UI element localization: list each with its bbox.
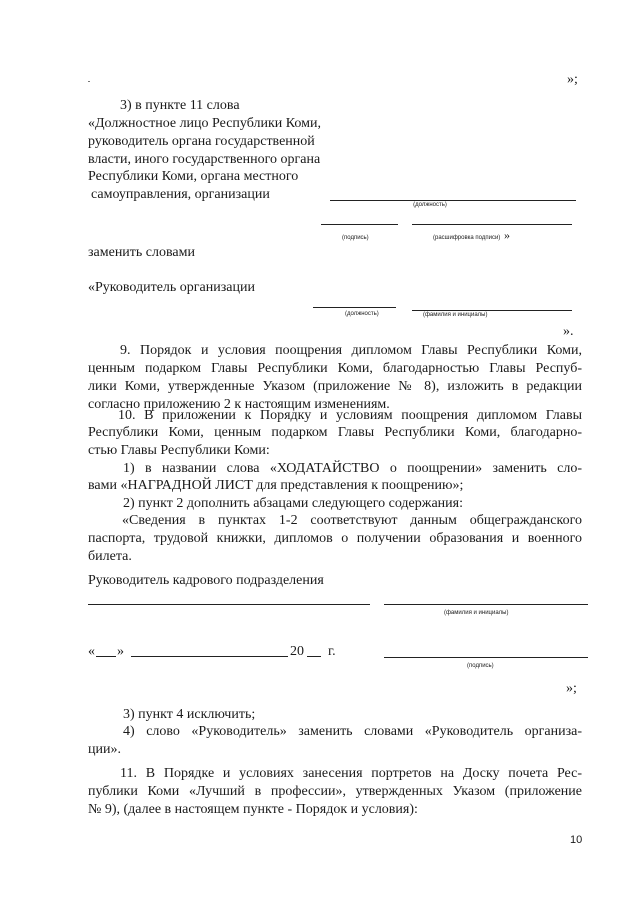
item11-line2: публики Коми «Лучший в профессии», утвержденных Указом (приложение xyxy=(88,784,582,799)
item10-line3: стью Главы Республики Коми: xyxy=(88,443,270,458)
sub1-line1: 1) в названии слова «ХОДАТАЙСТВО о поощрении» заменить сло- xyxy=(123,461,582,476)
date-day-blank xyxy=(96,656,116,657)
item9-line1: 9. Порядок и условия поощрения дипломом Главы Республики Коми, xyxy=(120,343,582,358)
position-line-2 xyxy=(313,307,396,308)
hr-head-title: Руководитель кадрового подразделения xyxy=(88,573,324,588)
quote-line2: паспорта, трудовой книжки, дипломов о получении образования и военного xyxy=(88,531,582,546)
date-year-blank xyxy=(307,656,321,657)
name-line xyxy=(412,310,572,311)
item3-line4: власти, иного государственного органа xyxy=(88,152,321,167)
sub4-line2: ции». xyxy=(88,742,121,757)
caption-hr-signature: (подпись) xyxy=(467,663,494,669)
caption-hr-name: (фамилия и инициалы) xyxy=(444,610,509,616)
item11-line3: № 9), (далее в настоящем пункте - Порядок и условия): xyxy=(88,802,418,817)
caption-position: (должность) xyxy=(413,202,447,208)
item10-quote-end: »; xyxy=(566,681,577,696)
sub2: 2) пункт 2 дополнить абзацами следующего содержания: xyxy=(123,496,463,511)
close-quote-1: » xyxy=(504,228,510,242)
caption-decoding: (расшифровка подписи) xyxy=(433,235,501,241)
item10-line2: Республики Коми, ценным подарком Главы Республики Коми, благодарно- xyxy=(88,425,582,440)
sub3: 3) пункт 4 исключить; xyxy=(123,707,256,722)
item3-line5: Республики Коми, органа местного xyxy=(88,169,299,184)
replace-with: заменить словами xyxy=(88,245,195,260)
scan-speck xyxy=(88,81,90,82)
item3-line1: 3) в пункте 11 слова xyxy=(120,98,240,113)
item9-line3: лики Коми, утвержденные Указом (приложение № 8), изложить в редакции xyxy=(88,379,582,394)
hr-position-line xyxy=(88,604,370,605)
date-open-quote: « xyxy=(88,644,95,659)
date-year-suffix: г. xyxy=(328,644,336,659)
quote-line1: «Сведения в пунктах 1-2 соответствуют данным общегражданского xyxy=(122,513,582,528)
quote-line3: билета. xyxy=(88,549,132,564)
item9-line4: согласно приложению 2 к настоящим изменениям. xyxy=(88,397,390,412)
item11-line1: 11. В Порядке и условиях занесения портретов на Доску почета Рес- xyxy=(120,766,582,781)
caption-name: (фамилия и инициалы) xyxy=(423,312,488,318)
date-mid-quote: » xyxy=(117,644,124,659)
sub4-line1: 4) слово «Руководитель» заменить словами «Руководитель организа- xyxy=(123,724,582,739)
item10-line1: 10. В приложении к Порядку и условиям поощрения дипломом Главы xyxy=(118,408,582,423)
new-text: «Руководитель организации xyxy=(88,280,255,295)
sub1-line2: вами «НАГРАДНОЙ ЛИСТ для представления к поощрению»; xyxy=(88,478,464,493)
decoding-line xyxy=(412,224,572,225)
item3-end: ». xyxy=(563,324,574,339)
page-number: 10 xyxy=(570,834,583,846)
signature-line xyxy=(321,224,398,225)
item9-line2: ценным подарком Главы Республики Коми, благодарностью Главы Респуб- xyxy=(88,361,582,376)
hr-name-line xyxy=(384,604,588,605)
caption-position-2: (должность) xyxy=(345,311,379,317)
date-month-blank xyxy=(131,656,288,657)
item3-line3: руководитель органа государственной xyxy=(88,134,315,149)
position-line xyxy=(330,200,576,201)
item3-line6: самоуправления, организации xyxy=(91,187,270,202)
caption-signature: (подпись) xyxy=(342,235,369,241)
hr-signature-line xyxy=(384,657,588,658)
item3-line2: «Должностное лицо Республики Коми, xyxy=(88,116,322,131)
date-year-prefix: 20 xyxy=(290,644,304,659)
quote-close-top: »; xyxy=(567,72,578,87)
